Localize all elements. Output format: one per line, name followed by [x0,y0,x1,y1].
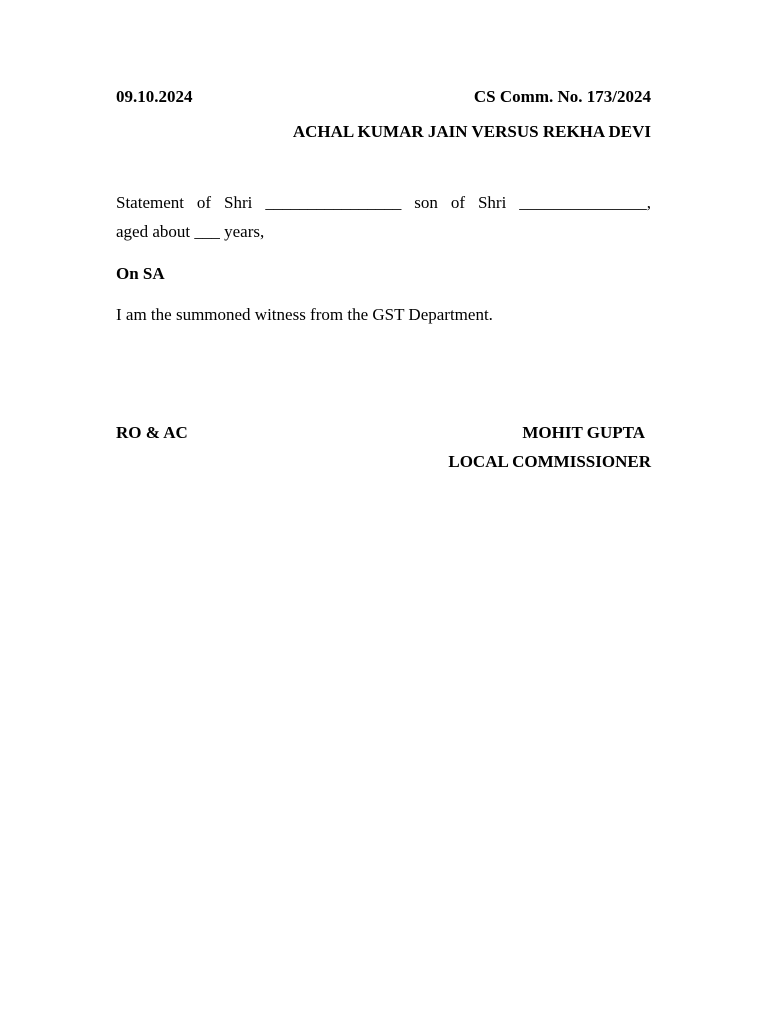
signatory-designation: LOCAL COMMISSIONER [448,452,651,471]
document-header [116,87,651,107]
document-date: 09.10.2024 [116,87,193,106]
case-title: ACHAL KUMAR JAIN VERSUS REKHA DEVI [292,122,651,141]
case-number: CS Comm. No. 173/2024 [473,87,651,106]
signature-block [116,423,651,443]
signatory-name: MOHIT GUPTA [522,423,645,442]
recorded-by-label: RO & AC [116,423,188,442]
section-heading: On SA [116,264,165,283]
statement-line-2: aged about ___ years, [116,222,265,241]
statement-line-1: Statement of Shri ________________ son of Shri _______________, [116,193,651,212]
witness-statement: I am the summoned witness from the GST Department. [116,305,493,324]
